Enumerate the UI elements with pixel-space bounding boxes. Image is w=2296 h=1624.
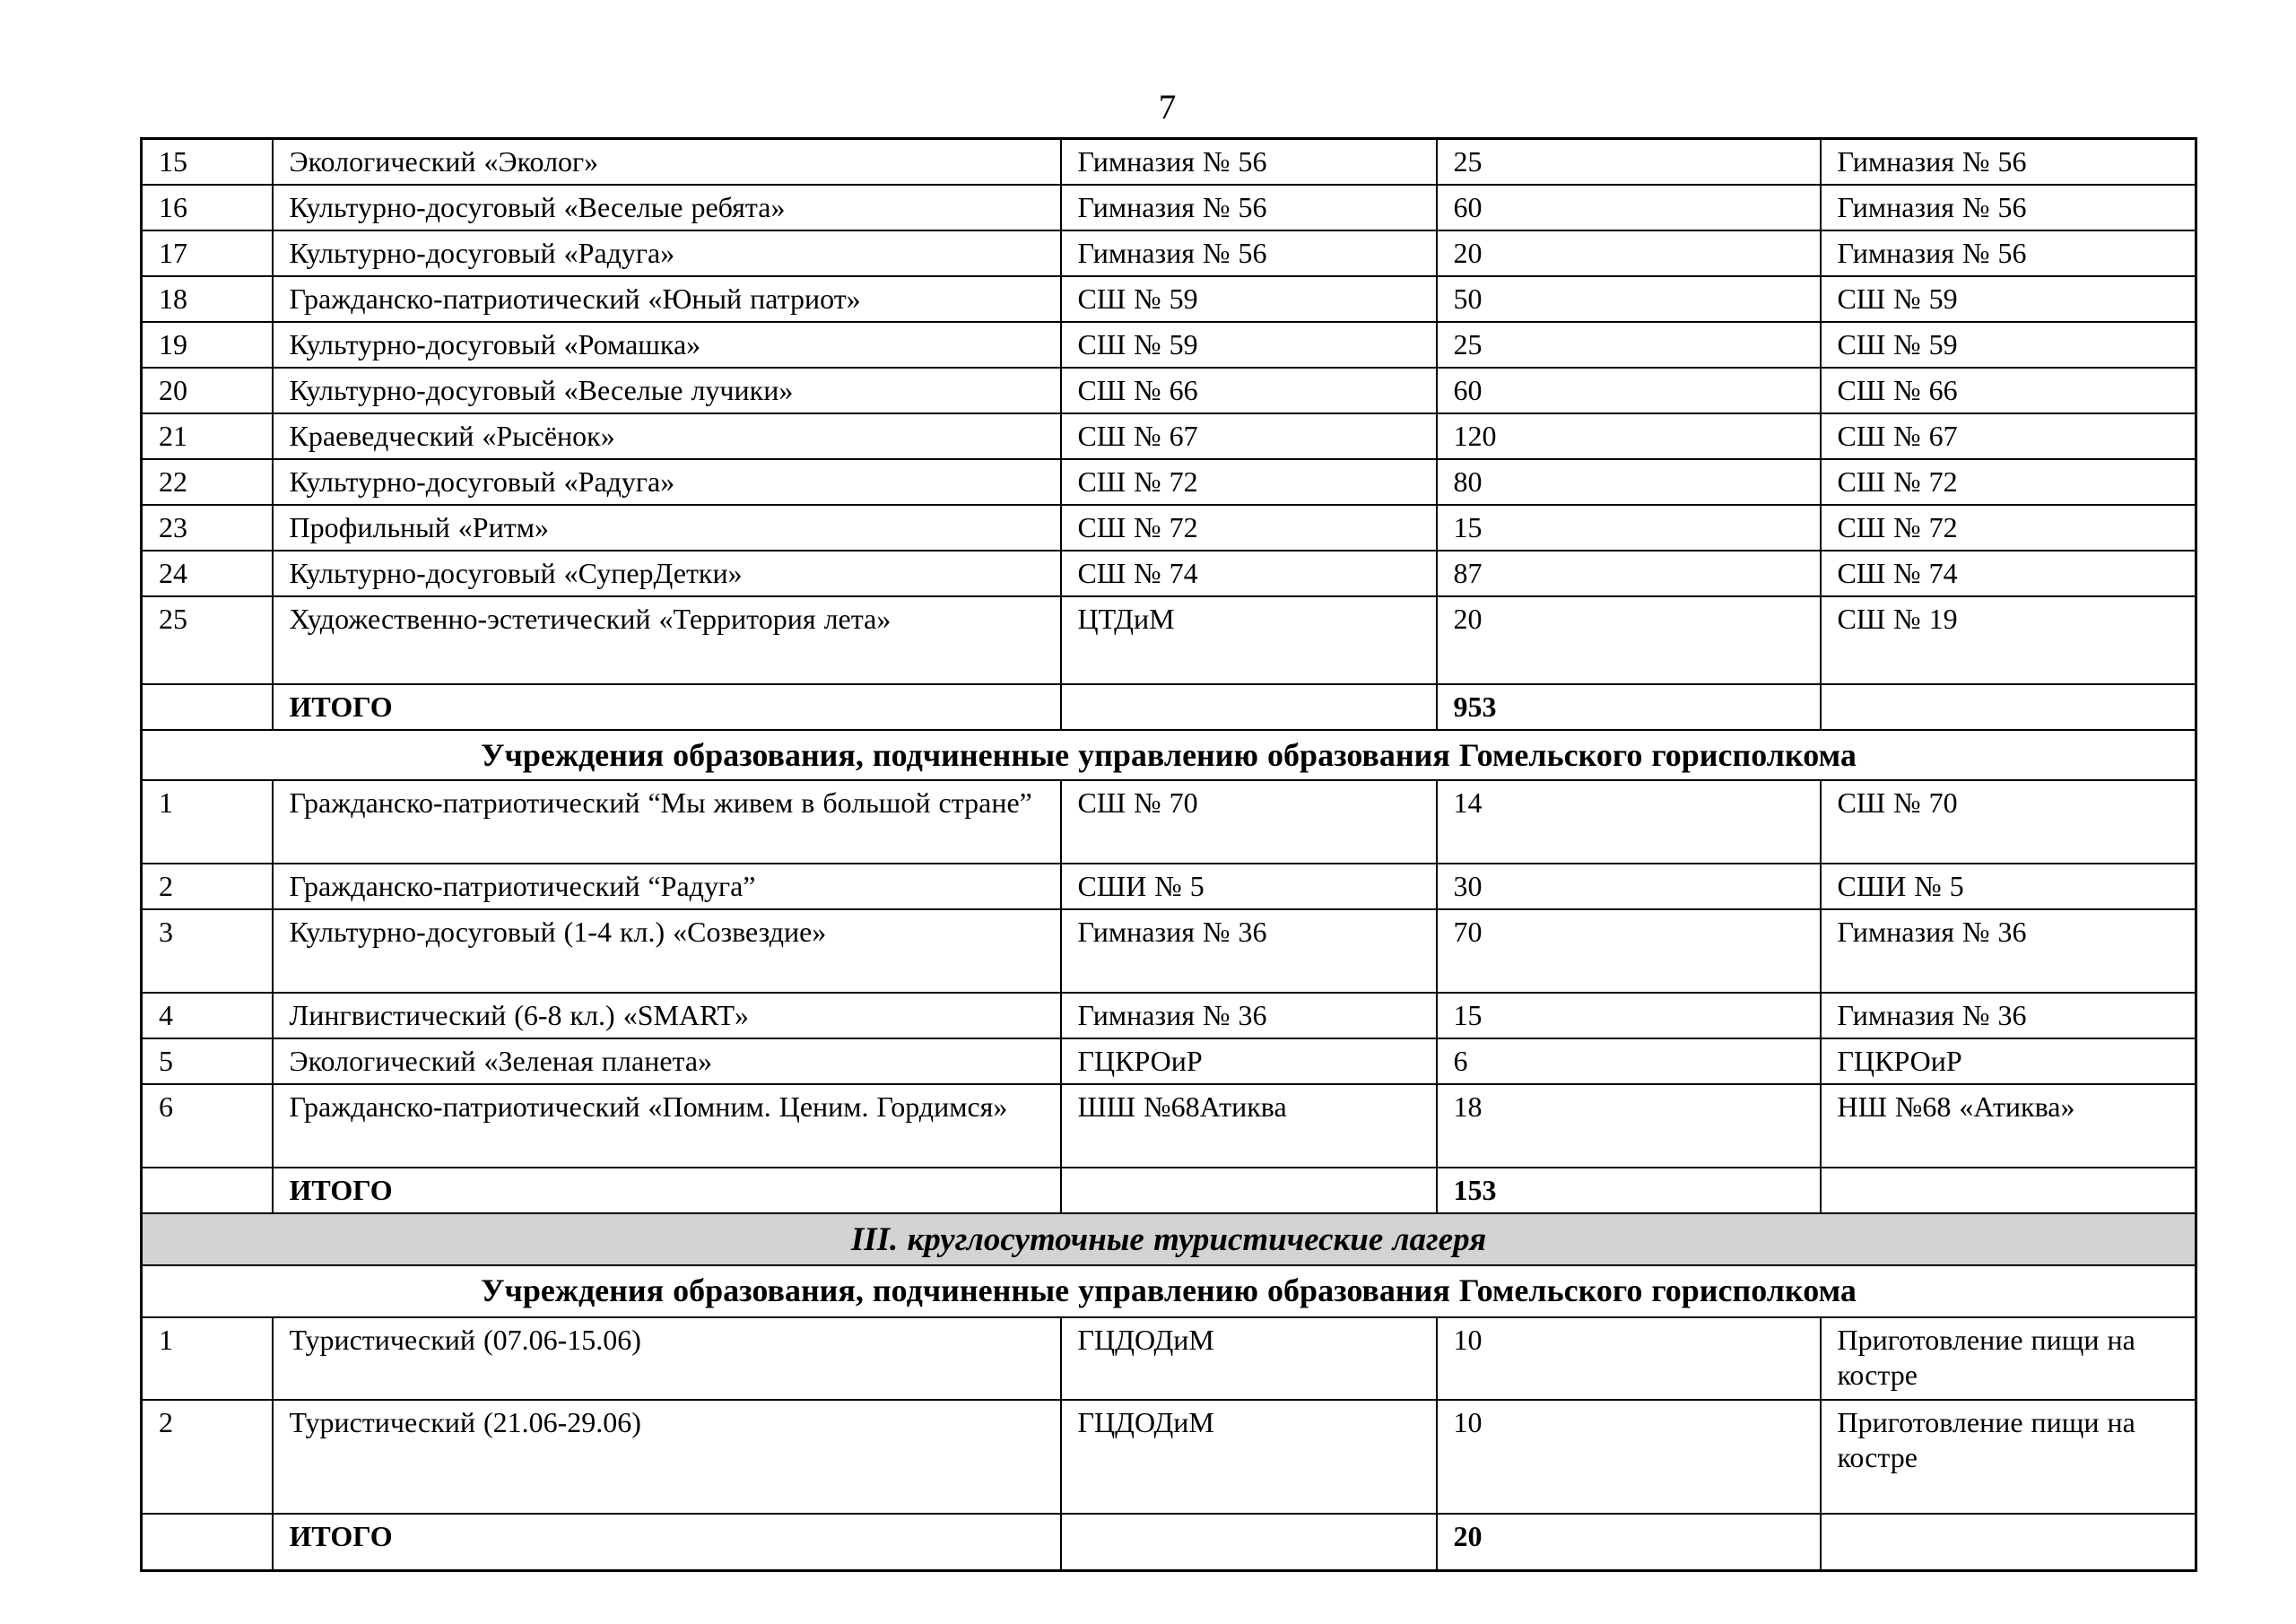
total-empty-cell	[1061, 1514, 1437, 1571]
organizer-cell: СШ № 59	[1061, 276, 1437, 322]
table-row	[142, 1400, 2196, 1514]
row-number-cell: 17	[142, 230, 273, 276]
row-number-cell: 15	[142, 139, 273, 186]
camp-name-cell: Гражданско-патриотический “Радуга”	[273, 864, 1061, 909]
total-empty-cell	[142, 1514, 273, 1571]
row-number-cell: 23	[142, 505, 273, 551]
banner-cell: III. круглосуточные туристические лагеря	[142, 1213, 2196, 1264]
base-cell: НШ №68 «Атиква»	[1821, 1084, 2196, 1168]
schedule-table	[140, 137, 2197, 1572]
capacity-cell: 10	[1437, 1317, 1821, 1400]
camp-name-cell: Культурно-досуговый «Радуга»	[273, 230, 1061, 276]
row-number-cell: 1	[142, 1317, 273, 1400]
row-number-cell: 25	[142, 596, 273, 684]
table-row	[142, 1038, 2196, 1084]
organizer-cell: СШИ № 5	[1061, 864, 1437, 909]
table-row	[142, 993, 2196, 1038]
base-cell: СШ № 67	[1821, 413, 2196, 459]
row-number-cell: 2	[142, 1400, 273, 1514]
organizer-cell: Гимназия № 36	[1061, 909, 1437, 993]
camp-name-cell: Культурно-досуговый «Радуга»	[273, 459, 1061, 505]
base-cell: СШ № 19	[1821, 596, 2196, 684]
row-number-cell: 3	[142, 909, 273, 993]
organizer-cell: СШ № 72	[1061, 505, 1437, 551]
organizer-cell: Гимназия № 56	[1061, 139, 1437, 186]
total-empty-cell	[1821, 1168, 2196, 1213]
table-row	[142, 139, 2196, 186]
capacity-cell: 15	[1437, 993, 1821, 1038]
base-cell: Гимназия № 56	[1821, 185, 2196, 230]
organizer-cell: ГЦДОДиМ	[1061, 1400, 1437, 1514]
row-number-cell: 5	[142, 1038, 273, 1084]
table-row	[142, 1084, 2196, 1168]
camp-name-cell: Профильный «Ритм»	[273, 505, 1061, 551]
total-empty-cell	[1061, 1168, 1437, 1213]
total-label-cell: ИТОГО	[273, 1168, 1061, 1213]
organizer-cell: ГЦКРОиР	[1061, 1038, 1437, 1084]
capacity-cell: 70	[1437, 909, 1821, 993]
camp-name-cell: Лингвистический (6-8 кл.) «SMART»	[273, 993, 1061, 1038]
base-cell: СШ № 59	[1821, 276, 2196, 322]
capacity-cell: 15	[1437, 505, 1821, 551]
organizer-cell: СШ № 70	[1061, 780, 1437, 864]
table-row	[142, 185, 2196, 230]
capacity-cell: 18	[1437, 1084, 1821, 1168]
base-cell: Гимназия № 36	[1821, 993, 2196, 1038]
total-value-cell: 953	[1437, 684, 1821, 730]
section-header-row	[142, 1265, 2196, 1317]
total-row	[142, 684, 2196, 730]
base-cell: СШ № 72	[1821, 505, 2196, 551]
camp-name-cell: Культурно-досуговый (1-4 кл.) «Созвездие»	[273, 909, 1061, 993]
base-cell: Гимназия № 56	[1821, 230, 2196, 276]
capacity-cell: 80	[1437, 459, 1821, 505]
page-number: 7	[1158, 88, 1177, 126]
capacity-cell: 30	[1437, 864, 1821, 909]
table-row	[142, 1317, 2196, 1400]
table-row	[142, 459, 2196, 505]
total-empty-cell	[142, 1168, 273, 1213]
base-cell: СШИ № 5	[1821, 864, 2196, 909]
table-row	[142, 864, 2196, 909]
row-number-cell: 24	[142, 551, 273, 596]
schedule-table-body	[142, 139, 2196, 1571]
camp-name-cell: Краеведческий «Рысёнок»	[273, 413, 1061, 459]
base-cell: Гимназия № 36	[1821, 909, 2196, 993]
organizer-cell: СШ № 67	[1061, 413, 1437, 459]
organizer-cell: СШ № 74	[1061, 551, 1437, 596]
organizer-cell: СШ № 72	[1061, 459, 1437, 505]
camp-name-cell: Туристический (07.06-15.06)	[273, 1317, 1061, 1400]
capacity-cell: 60	[1437, 185, 1821, 230]
table-row	[142, 368, 2196, 413]
capacity-cell: 14	[1437, 780, 1821, 864]
total-row	[142, 1514, 2196, 1571]
row-number-cell: 21	[142, 413, 273, 459]
base-cell: СШ № 59	[1821, 322, 2196, 368]
camp-name-cell: Культурно-досуговый «Ромашка»	[273, 322, 1061, 368]
total-empty-cell	[1821, 684, 2196, 730]
total-label-cell: ИТОГО	[273, 1514, 1061, 1571]
base-cell: СШ № 74	[1821, 551, 2196, 596]
total-label-cell: ИТОГО	[273, 684, 1061, 730]
organizer-cell: ШШ №68Атиква	[1061, 1084, 1437, 1168]
row-number-cell: 20	[142, 368, 273, 413]
organizer-cell: Гимназия № 56	[1061, 230, 1437, 276]
table-row	[142, 276, 2196, 322]
camp-name-cell: Гражданско-патриотический «Помним. Ценим. Гордимся»	[273, 1084, 1061, 1168]
capacity-cell: 87	[1437, 551, 1821, 596]
organizer-cell: Гимназия № 36	[1061, 993, 1437, 1038]
capacity-cell: 6	[1437, 1038, 1821, 1084]
row-number-cell: 19	[142, 322, 273, 368]
section-header-cell: Учреждения образования, подчиненные управлению образования Гомельского горисполкома	[142, 1265, 2196, 1317]
base-cell: Приготовление пищи на костре	[1821, 1400, 2196, 1514]
capacity-cell: 25	[1437, 139, 1821, 186]
total-empty-cell	[1821, 1514, 2196, 1571]
section-header-cell: Учреждения образования, подчиненные управлению образования Гомельского горисполкома	[142, 730, 2196, 780]
organizer-cell: Гимназия № 56	[1061, 185, 1437, 230]
organizer-cell: ГЦДОДиМ	[1061, 1317, 1437, 1400]
table-row	[142, 230, 2196, 276]
row-number-cell: 6	[142, 1084, 273, 1168]
section-header-row	[142, 730, 2196, 780]
camp-name-cell: Экологический «Зеленая планета»	[273, 1038, 1061, 1084]
organizer-cell: СШ № 66	[1061, 368, 1437, 413]
table-row	[142, 551, 2196, 596]
capacity-cell: 60	[1437, 368, 1821, 413]
base-cell: СШ № 70	[1821, 780, 2196, 864]
table-row	[142, 413, 2196, 459]
camp-name-cell: Художественно-эстетический «Территория лета»	[273, 596, 1061, 684]
table-row	[142, 909, 2196, 993]
row-number-cell: 4	[142, 993, 273, 1038]
total-value-cell: 20	[1437, 1514, 1821, 1571]
base-cell: Гимназия № 56	[1821, 139, 2196, 186]
total-row	[142, 1168, 2196, 1213]
table-row	[142, 322, 2196, 368]
camp-name-cell: Экологический «Эколог»	[273, 139, 1061, 186]
capacity-cell: 20	[1437, 230, 1821, 276]
row-number-cell: 22	[142, 459, 273, 505]
row-number-cell: 1	[142, 780, 273, 864]
total-empty-cell	[142, 684, 273, 730]
capacity-cell: 25	[1437, 322, 1821, 368]
organizer-cell: ЦТДиМ	[1061, 596, 1437, 684]
row-number-cell: 18	[142, 276, 273, 322]
base-cell: СШ № 66	[1821, 368, 2196, 413]
organizer-cell: СШ № 59	[1061, 322, 1437, 368]
camp-name-cell: Туристический (21.06-29.06)	[273, 1400, 1061, 1514]
capacity-cell: 50	[1437, 276, 1821, 322]
row-number-cell: 16	[142, 185, 273, 230]
camp-name-cell: Культурно-досуговый «Веселые лучики»	[273, 368, 1061, 413]
capacity-cell: 10	[1437, 1400, 1821, 1514]
base-cell: СШ № 72	[1821, 459, 2196, 505]
row-number-cell: 2	[142, 864, 273, 909]
base-cell: ГЦКРОиР	[1821, 1038, 2196, 1084]
capacity-cell: 120	[1437, 413, 1821, 459]
table-row	[142, 596, 2196, 684]
table-row	[142, 780, 2196, 864]
total-empty-cell	[1061, 684, 1437, 730]
camp-name-cell: Гражданско-патриотический «Юный патриот»	[273, 276, 1061, 322]
capacity-cell: 20	[1437, 596, 1821, 684]
banner-row	[142, 1213, 2196, 1264]
camp-name-cell: Гражданско-патриотический “Мы живем в большой стране”	[273, 780, 1061, 864]
camp-name-cell: Культурно-досуговый «СуперДетки»	[273, 551, 1061, 596]
total-value-cell: 153	[1437, 1168, 1821, 1213]
camp-name-cell: Культурно-досуговый «Веселые ребята»	[273, 185, 1061, 230]
table-row	[142, 505, 2196, 551]
base-cell: Приготовление пищи на костре	[1821, 1317, 2196, 1400]
